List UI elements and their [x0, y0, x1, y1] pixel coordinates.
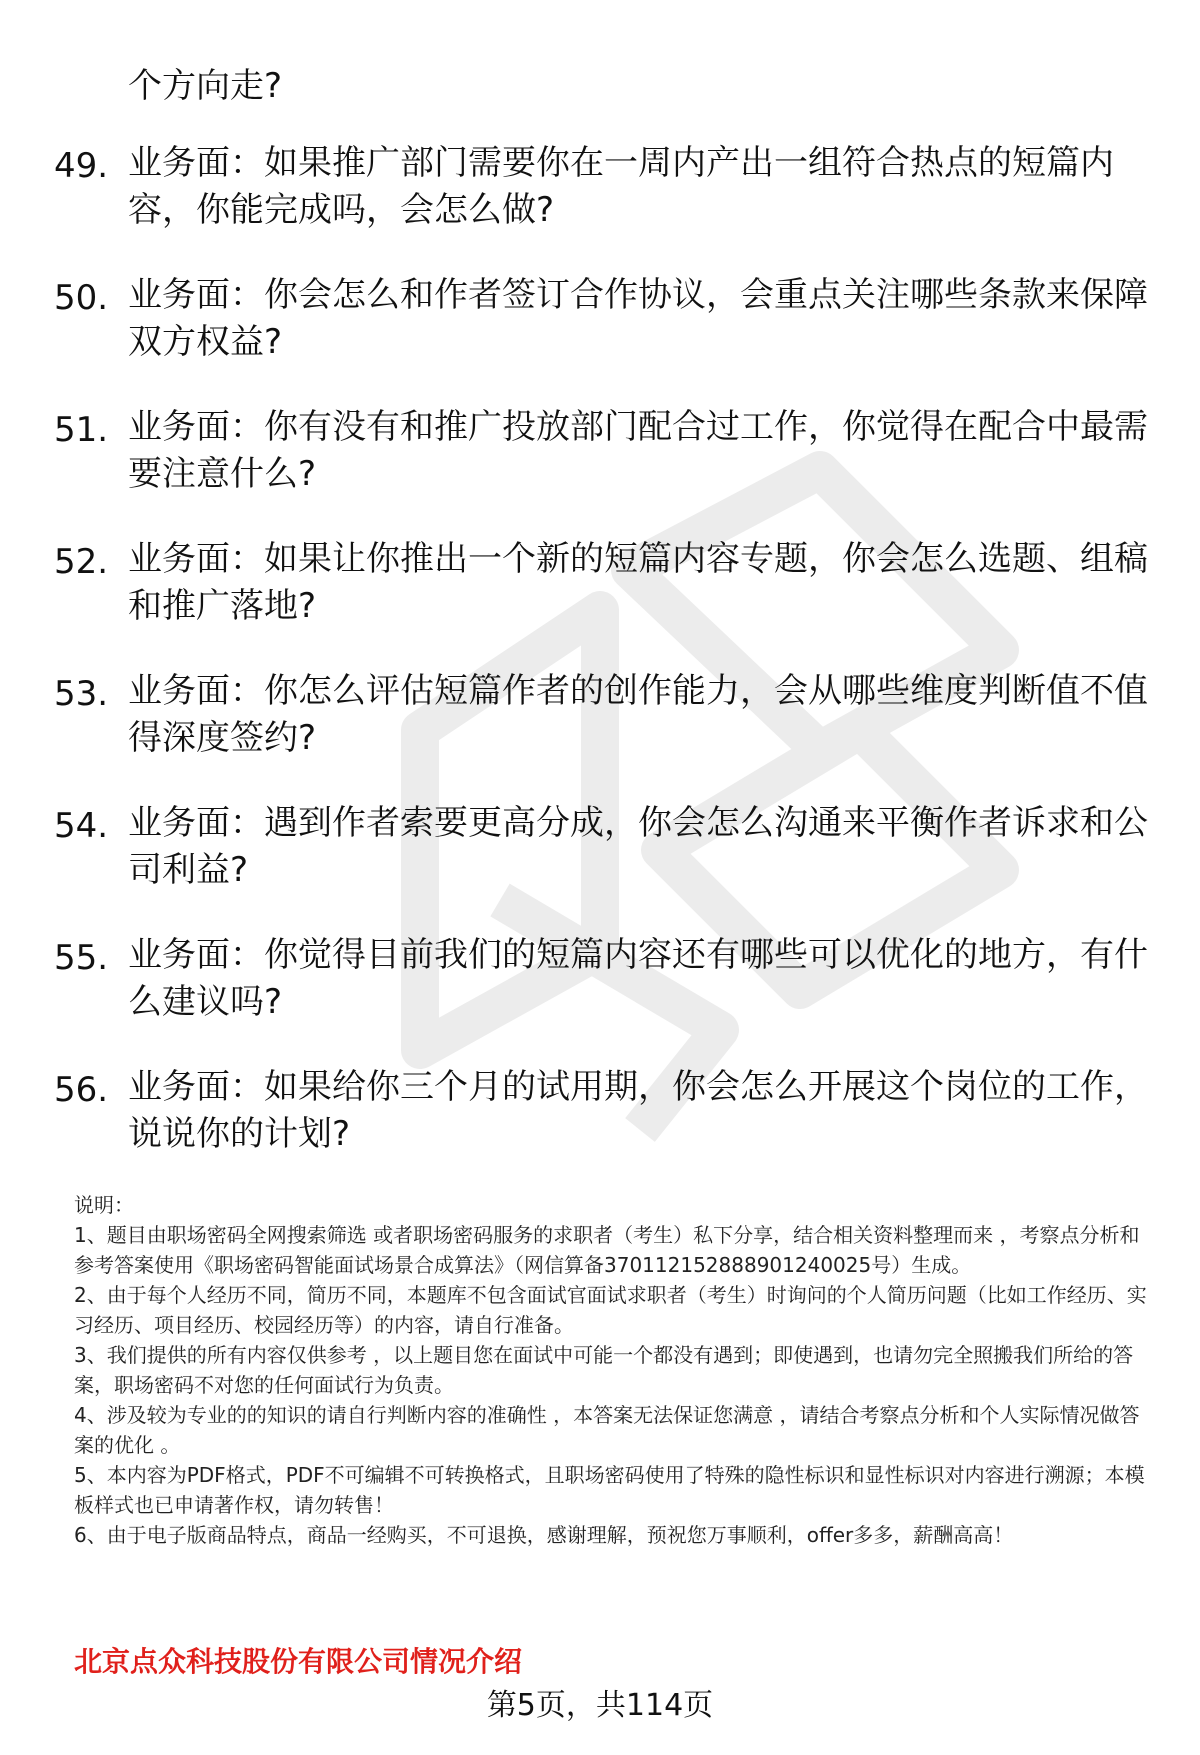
question-text: 业务面：如果让你推出一个新的短篇内容专题，你会怎么选题、组稿和推广落地? [128, 539, 1148, 626]
question-item [0, 536, 1200, 668]
disclaimer-notes [74, 1190, 1156, 1550]
question-item [0, 800, 1200, 932]
note-item: 6、由于电子版商品特点，商品一经购买，不可退换，感谢理解，预祝您万事顺利，offer多多，薪酬高高！ [74, 1523, 1014, 1547]
question-item [0, 272, 1200, 404]
question-text: 业务面：遇到作者索要更高分成，你会怎么沟通来平衡作者诉求和公司利益? [128, 803, 1148, 890]
question-number: 51. [54, 410, 109, 450]
question-item [0, 140, 1200, 272]
question-text: 业务面：你觉得目前我们的短篇内容还有哪些可以优化的地方，有什么建议吗? [128, 935, 1148, 1022]
question-number: 52. [54, 542, 109, 582]
note-item: 5、本内容为PDF格式，PDF不可编辑不可转换格式，且职场密码使用了特殊的隐性标识和显性标识对内容进行溯源；本模板样式也已申请著作权，请勿转售！ [74, 1463, 1145, 1517]
question-number: 56. [54, 1070, 109, 1110]
question-item [0, 932, 1200, 1064]
question-text: 业务面：如果推广部门需要你在一周内产出一组符合热点的短篇内容，你能完成吗，会怎么做? [128, 143, 1114, 230]
question-item [0, 1064, 1200, 1196]
question-item [0, 668, 1200, 800]
page-indicator: 第5页，共114页 [486, 1688, 714, 1723]
question-number: 55. [54, 938, 109, 978]
question-number: 53. [54, 674, 109, 714]
question-number: 54. [54, 806, 109, 846]
note-item: 3、我们提供的所有内容仅供参考 ，以上题目您在面试中可能一个都没有遇到；即使遇到，也请勿完全照搬我们所给的答案，职场密码不对您的任何面试行为负责。 [74, 1343, 1134, 1397]
question-number: 50. [54, 278, 109, 318]
question-list [0, 140, 1200, 1196]
question-text: 业务面：如果给你三个月的试用期，你会怎么开展这个岗位的工作，说说你的计划? [128, 1067, 1148, 1154]
company-intro-link[interactable]: 北京点众科技股份有限公司情况介绍 [74, 1645, 523, 1678]
notes-title: 说明： [74, 1193, 134, 1217]
note-item: 1、题目由职场密码全网搜索筛选 或者职场密码服务的求职者（考生）私下分享，结合相关资料整理而来 ，考察点分析和参考答案使用《职场密码智能面试场景合成算法》（网信算备370112152888901240025号）生成。 [74, 1223, 1140, 1277]
question-text: 业务面：你怎么评估短篇作者的创作能力，会从哪些维度判断值不值得深度签约? [128, 671, 1148, 758]
question-number: 49. [54, 146, 109, 186]
note-item: 2、由于每个人经历不同，简历不同，本题库不包含面试官面试求职者（考生）时询问的个人简历问题（比如工作经历、实习经历、项目经历、校园经历等）的内容，请自行准备。 [74, 1283, 1147, 1337]
question-text: 业务面：你会怎么和作者签订合作协议，会重点关注哪些条款来保障双方权益? [128, 275, 1148, 362]
note-item: 4、涉及较为专业的的知识的请自行判断内容的准确性 ，本答案无法保证您满意 ，请结合考察点分析和个人实际情况做答案的优化 。 [74, 1403, 1140, 1457]
question-continuation-text: 个方向走? [128, 66, 283, 106]
question-text: 业务面：你有没有和推广投放部门配合过工作，你觉得在配合中最需要注意什么? [128, 407, 1148, 494]
question-item [0, 404, 1200, 536]
